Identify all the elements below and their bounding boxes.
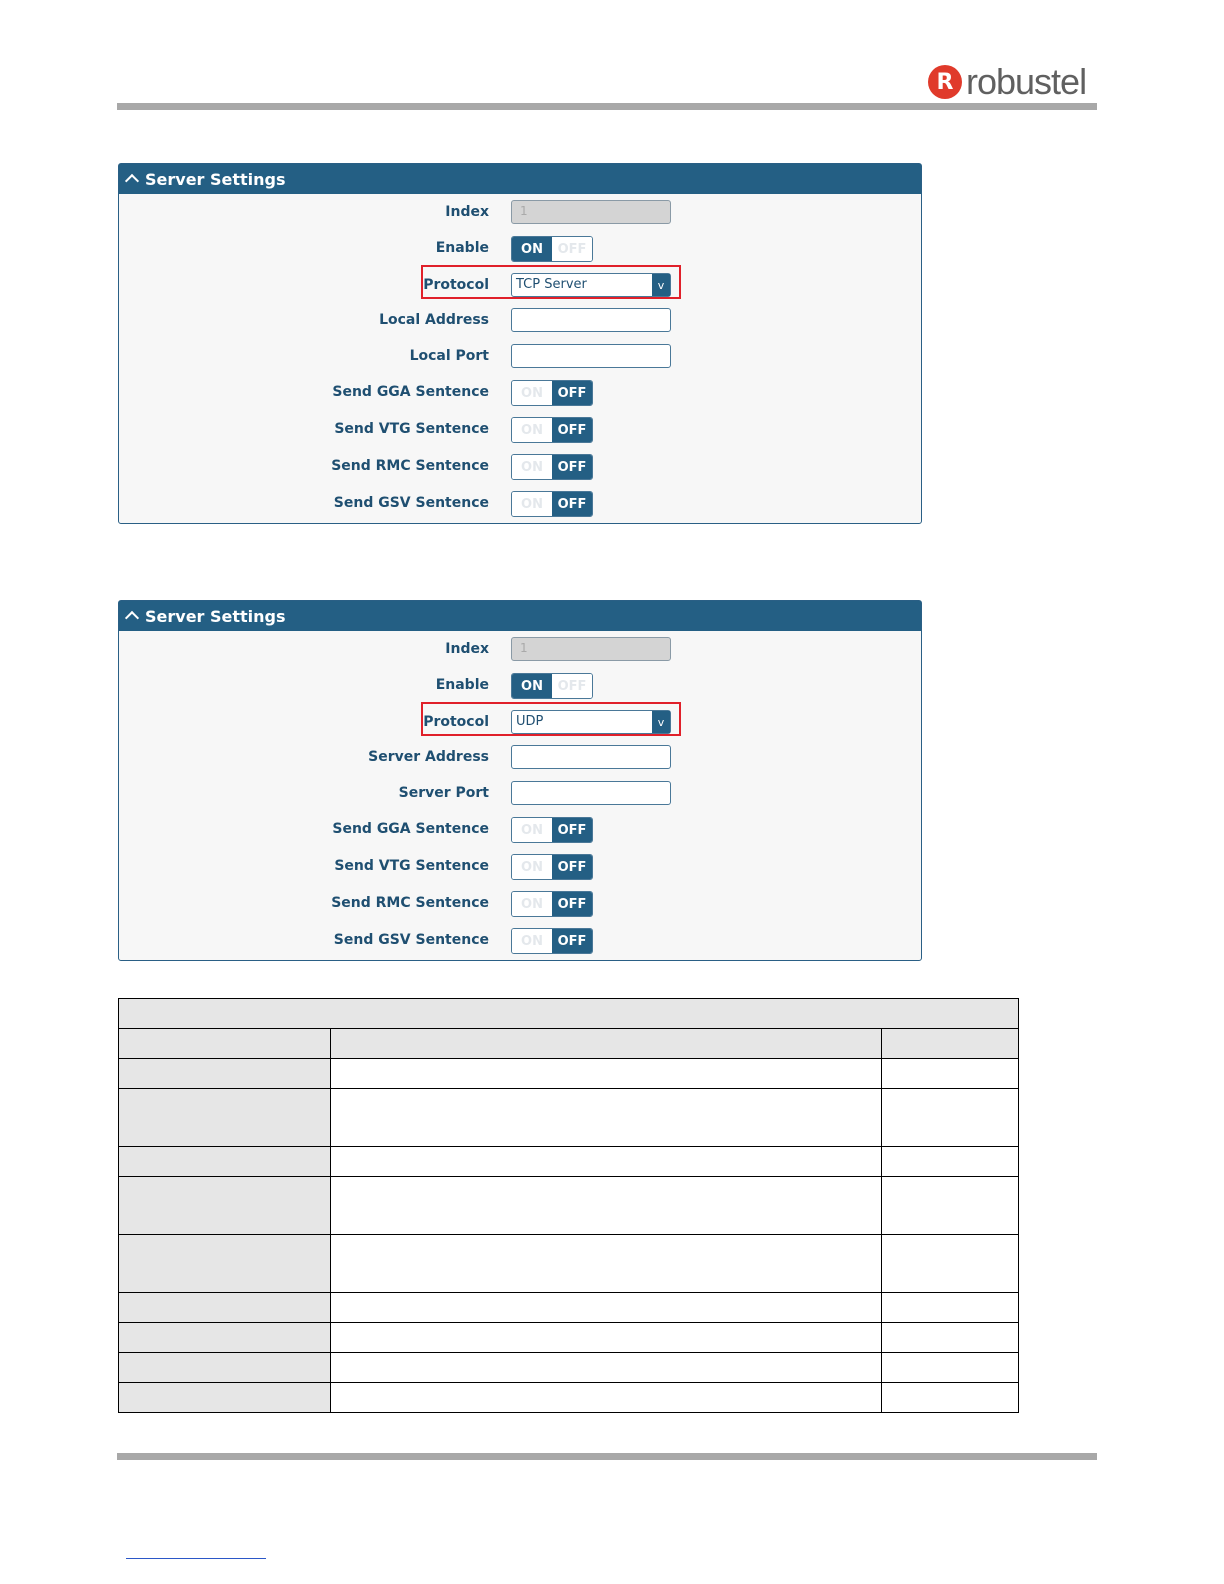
chevron-up-icon	[125, 174, 139, 188]
protocol-label: Protocol	[423, 714, 489, 730]
item-cell	[119, 1383, 331, 1413]
server-port-row	[119, 779, 921, 807]
toggle-on: ON	[512, 818, 552, 842]
table-title-row	[119, 999, 1019, 1029]
item-cell	[119, 1323, 331, 1353]
enable-row	[119, 671, 921, 699]
description-cell	[331, 1059, 882, 1089]
toggle-off: OFF	[552, 929, 592, 953]
item-cell	[119, 1353, 331, 1383]
default-cell	[882, 1147, 1019, 1177]
toggle-off: OFF	[552, 381, 592, 405]
table-title-cell	[119, 999, 1019, 1029]
gga-row	[119, 378, 921, 406]
local-address-row	[119, 306, 921, 334]
toggle-off: OFF	[552, 674, 592, 698]
protocol-select[interactable]	[511, 710, 671, 734]
default-cell	[882, 1323, 1019, 1353]
enable-toggle[interactable]	[511, 236, 593, 262]
logo-text: robustel	[966, 61, 1087, 102]
vtg-toggle[interactable]	[511, 417, 593, 443]
rmc-toggle[interactable]	[511, 454, 593, 480]
toggle-on: ON	[512, 929, 552, 953]
toggle-off: OFF	[552, 418, 592, 442]
panel-title: Server Settings	[145, 169, 286, 189]
enable-label: Enable	[435, 240, 489, 256]
server-address-label: Server Address	[368, 749, 489, 765]
local-port-input[interactable]	[511, 344, 671, 368]
item-cell	[119, 1177, 331, 1235]
description-cell	[331, 1147, 882, 1177]
footer-rule	[117, 1453, 1097, 1460]
server-settings-panel-tcp	[118, 163, 922, 524]
header-cell	[331, 1029, 882, 1059]
table-header-row	[119, 1029, 1019, 1059]
gga-toggle[interactable]	[511, 817, 593, 843]
table-row	[119, 1323, 1019, 1353]
item-cell	[119, 1235, 331, 1293]
table-row	[119, 1147, 1019, 1177]
local-port-row	[119, 342, 921, 370]
default-cell	[882, 1383, 1019, 1413]
default-cell	[882, 1353, 1019, 1383]
table-row	[119, 1089, 1019, 1147]
default-cell	[882, 1235, 1019, 1293]
parameter-table	[118, 998, 1019, 1413]
panel-header[interactable]	[119, 601, 921, 631]
server-port-label: Server Port	[398, 785, 489, 801]
description-cell	[331, 1293, 882, 1323]
gga-row	[119, 815, 921, 843]
gga-label: Send GGA Sentence	[332, 821, 489, 837]
protocol-label: Protocol	[423, 277, 489, 293]
toggle-on: ON	[512, 492, 552, 516]
table-row	[119, 1353, 1019, 1383]
gsv-label: Send GSV Sentence	[333, 932, 489, 948]
rmc-toggle[interactable]	[511, 891, 593, 917]
chevron-down-icon: v	[652, 711, 670, 733]
default-cell	[882, 1089, 1019, 1147]
protocol-row	[119, 271, 921, 299]
panel-title: Server Settings	[145, 606, 286, 626]
default-cell	[882, 1293, 1019, 1323]
server-settings-panel-udp	[118, 600, 922, 961]
rmc-label: Send RMC Sentence	[331, 458, 489, 474]
default-cell	[882, 1059, 1019, 1089]
gsv-row	[119, 489, 921, 517]
toggle-on: ON	[512, 455, 552, 479]
local-port-label: Local Port	[409, 348, 489, 364]
local-address-label: Local Address	[379, 312, 489, 328]
index-row	[119, 635, 921, 663]
server-address-row	[119, 743, 921, 771]
toggle-on: ON	[512, 674, 552, 698]
server-address-input[interactable]	[511, 745, 671, 769]
table-row	[119, 1383, 1019, 1413]
vtg-row	[119, 852, 921, 880]
vtg-toggle[interactable]	[511, 854, 593, 880]
toggle-on: ON	[512, 381, 552, 405]
enable-row	[119, 234, 921, 262]
server-port-input[interactable]	[511, 781, 671, 805]
enable-toggle[interactable]	[511, 673, 593, 699]
toggle-off: OFF	[552, 492, 592, 516]
toggle-on: ON	[512, 855, 552, 879]
table-row	[119, 1059, 1019, 1089]
item-cell	[119, 1147, 331, 1177]
toggle-off: OFF	[552, 455, 592, 479]
header-cell	[882, 1029, 1019, 1059]
description-cell	[331, 1323, 882, 1353]
chevron-up-icon	[125, 611, 139, 625]
rmc-row	[119, 889, 921, 917]
description-cell	[331, 1383, 882, 1413]
protocol-select[interactable]	[511, 273, 671, 297]
item-cell	[119, 1089, 331, 1147]
toggle-on: ON	[512, 892, 552, 916]
index-field: 1	[511, 200, 671, 224]
default-cell	[882, 1177, 1019, 1235]
index-label: Index	[445, 204, 489, 220]
enable-label: Enable	[435, 677, 489, 693]
vtg-row	[119, 415, 921, 443]
toggle-off: OFF	[552, 892, 592, 916]
gsv-toggle[interactable]	[511, 491, 593, 517]
description-cell	[331, 1177, 882, 1235]
local-address-input[interactable]	[511, 308, 671, 332]
gsv-row	[119, 926, 921, 954]
index-field: 1	[511, 637, 671, 661]
chevron-down-icon: v	[652, 274, 670, 296]
toggle-off: OFF	[552, 855, 592, 879]
robustel-logo	[928, 62, 1086, 102]
item-cell	[119, 1059, 331, 1089]
rmc-row	[119, 452, 921, 480]
protocol-value: UDP	[516, 714, 544, 729]
index-label: Index	[445, 641, 489, 657]
toggle-on: ON	[512, 237, 552, 261]
vtg-label: Send VTG Sentence	[334, 421, 489, 437]
header-rule	[117, 103, 1097, 110]
toggle-off: OFF	[552, 818, 592, 842]
gsv-toggle[interactable]	[511, 928, 593, 954]
item-cell	[119, 1293, 331, 1323]
description-cell	[331, 1089, 882, 1147]
table-row	[119, 1235, 1019, 1293]
toggle-on: ON	[512, 418, 552, 442]
panel-header[interactable]	[119, 164, 921, 194]
gsv-label: Send GSV Sentence	[333, 495, 489, 511]
table-row	[119, 1293, 1019, 1323]
logo-mark-icon: R	[928, 65, 962, 99]
footer-link-underline[interactable]	[126, 1558, 266, 1559]
rmc-label: Send RMC Sentence	[331, 895, 489, 911]
gga-toggle[interactable]	[511, 380, 593, 406]
vtg-label: Send VTG Sentence	[334, 858, 489, 874]
description-cell	[331, 1353, 882, 1383]
table-row	[119, 1177, 1019, 1235]
gga-label: Send GGA Sentence	[332, 384, 489, 400]
protocol-row	[119, 708, 921, 736]
header-cell	[119, 1029, 331, 1059]
index-row	[119, 198, 921, 226]
protocol-value: TCP Server	[516, 277, 587, 292]
toggle-off: OFF	[552, 237, 592, 261]
description-cell	[331, 1235, 882, 1293]
